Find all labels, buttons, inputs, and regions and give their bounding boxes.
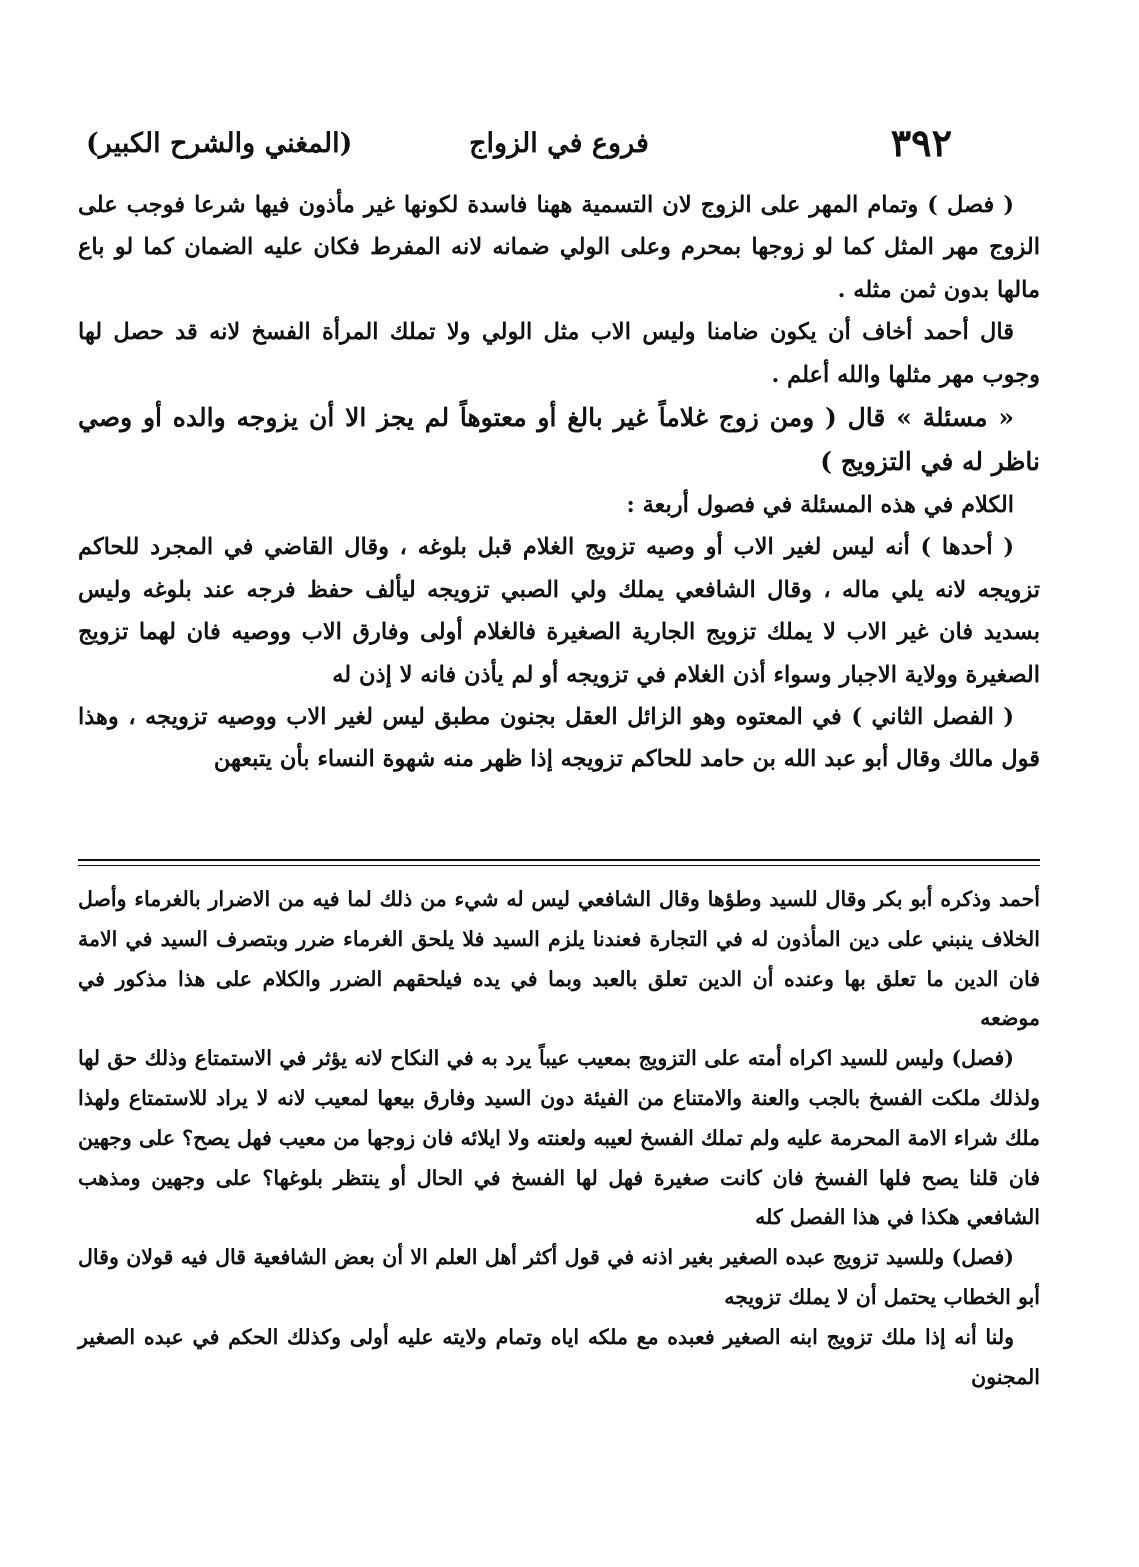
main-text [78, 184, 1040, 781]
book-page [78, 120, 1040, 1520]
footnote-paragraph-ikrah: (فصل) وليس للسيد اكراه أمته على التزويج بمعيب عيباً يرد به في النكاح لانه يؤثر في الاستمتاع وذلك حق لها ولذلك ملكت الفسخ بالجب والعنة والامتناع من الفيئة دون السيد وفارق بيعها لمعيب لانه لا يراد للاستمتاع ولهذا ملك شراء الامة المحرمة عليه ولم تملك الفسخ لعيبه ولعنته ولا ايلائه فان زوجها من معيب فهل يصح؟ على وجهين فان قلنا يصح فلها الفسخ فان كانت صغيرة فهل لها الفسخ في الحال أو ينتظر بلوغها؟ على وجهين ومذهب الشافعي هكذا في هذا الفصل كله [78, 1046, 1040, 1230]
running-header [78, 120, 1040, 166]
paragraph-fasl-mahr: ( فصل ) وتمام المهر على الزوج لان التسمية ههنا فاسدة لكونها غير مأذون فيها شرعا فوجب على الزوج مهر المثل كما لو زوجها بمحرم وعلى الولي ضمانه لانه المفرط فكان عليه الضمان كما لو باع مالها بدون ثمن مثله . [78, 192, 1040, 303]
footnote-divider-thin [78, 865, 1040, 866]
footnote-paragraph-walana: ولنا أنه إذا ملك تزويج ابنه الصغير فعبده مع ملكه اياه وتمام ولايته عليه أولى وكذلك الحكم في عبده الصغير المجنون [78, 1324, 1040, 1389]
paragraph-ahaduha: ( أحدها ) أنه ليس لغير الاب أو وصيه تزويج الغلام قبل بلوغه ، وقال القاضي في المجرد للحاكم تزويجه لانه يلي ماله ، وقال الشافعي يملك ولي الصبي تزويجه ليألف حفظ فرجه عند بلوغه وليس بسديد فان غير الاب لا يملك تزويج الجارية الصغيرة فالغلام أولى وفارق الاب ووصيه فان لهما تزويج الصغيرة وولاية الاجبار وسواء أذن الغلام في تزويجه أو لم يأذن فانه لا إذن له [78, 534, 1040, 688]
chapter-title: فروع في الزواج [469, 128, 649, 159]
page-number: ٣٩٢ [890, 120, 952, 165]
footnote-paragraph-gharama: أحمد وذكره أبو بكر وقال للسيد وطؤها وقال الشافعي ليس له شيء من ذلك لما فيه من الاضرار بالغرماء وأصل الخلاف ينبني على دين المأذون له في التجارة فعندنا يلزم السيد فلا يلحق الغرماء ضرر وبتصرف السيد في الامة فان الدين ما تعلق بها وعنده أن الدين تعلق بالعبد وبما في يده فيلحقهم الضرر والكلام على هذا مذكور في موضعه [78, 887, 1040, 1031]
footnote-paragraph-abd-saghir: (فصل) وللسيد تزويج عبده الصغير بغير اذنه في قول أكثر أهل العلم الا أن بعض الشافعية قال فيه قولان وقال أبو الخطاب يحتمل أن لا يملك تزويجه [78, 1245, 1040, 1309]
paragraph-fasl-thani: ( الفصل الثاني ) في المعتوه وهو الزائل العقل بجنون مطبق ليس لغير الاب ووصيه تزويجه ، وهذا قول مالك وقال أبو عبد الله بن حامد للحاكم تزويجه إذا ظهر منه شهوة النساء بأن يتبعهن [78, 704, 1040, 773]
paragraph-masala: « مسئلة » قال ( ومن زوج غلاماً غير بالغ أو معتوهاً لم يجز الا أن يزوجه والده أو وصي ناظر له في التزويج ) [78, 403, 1040, 477]
paragraph-fusul-arbaa: الكلام في هذه المسئلة في فصول أربعة : [626, 492, 1014, 519]
book-title: (المغني والشرح الكبير) [86, 128, 353, 159]
footnote-divider [78, 859, 1040, 861]
paragraph-qala-ahmad: قال أحمد أخاف أن يكون ضامنا وليس الاب مثل الولي ولا تملك المرأة الفسخ لانه قد حصل لها وجوب مهر مثلها والله أعلم . [78, 319, 1040, 388]
footnotes [78, 880, 1040, 1397]
